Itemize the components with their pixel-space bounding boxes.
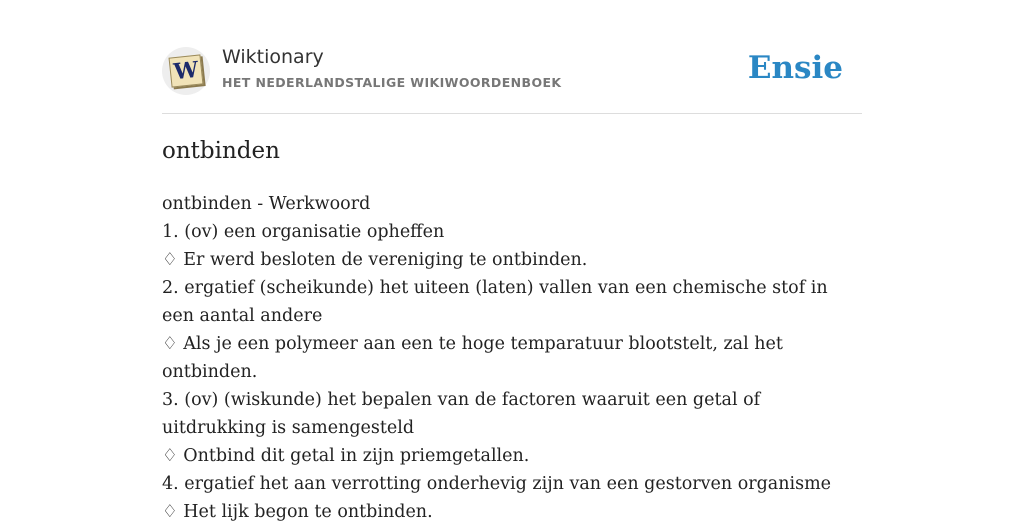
header xyxy=(162,0,862,114)
definition-line: 3. (ov) (wiskunde) het bepalen van de factoren waaruit een getal of uitdrukking is samengesteld xyxy=(162,390,761,438)
example-line: ♢ Het lijk begon te ontbinden. xyxy=(162,502,433,522)
definition-list xyxy=(162,190,862,526)
ensie-logo[interactable]: Ensie xyxy=(747,50,843,86)
definition-line: 1. (ov) een organisatie opheffen xyxy=(162,222,445,242)
definition-heading: ontbinden - Werkwoord xyxy=(162,194,371,214)
definition-line: 2. ergatief (scheikunde) het uiteen (laten) vallen van een chemische stof in een aantal andere xyxy=(162,278,828,326)
page-title: ontbinden xyxy=(162,138,280,164)
wiktionary-logo[interactable] xyxy=(162,47,210,95)
wiktionary-tile-icon: W xyxy=(169,54,204,87)
page-container xyxy=(162,0,862,522)
example-line: ♢ Ontbind dit getal in zijn priemgetallen. xyxy=(162,446,530,466)
brand-name[interactable]: Wiktionary xyxy=(222,46,324,68)
definition-line: 4. ergatief het aan verrotting onderhevig zijn van een gestorven organisme xyxy=(162,474,832,494)
example-line: ♢ Als je een polymeer aan een te hoge temparatuur blootstelt, zal het ontbinden. xyxy=(162,334,783,382)
brand-subtitle: HET NEDERLANDSTALIGE WIKIWOORDENBOEK xyxy=(222,75,562,90)
example-line: ♢ Er werd besloten de vereniging te ontbinden. xyxy=(162,250,588,270)
